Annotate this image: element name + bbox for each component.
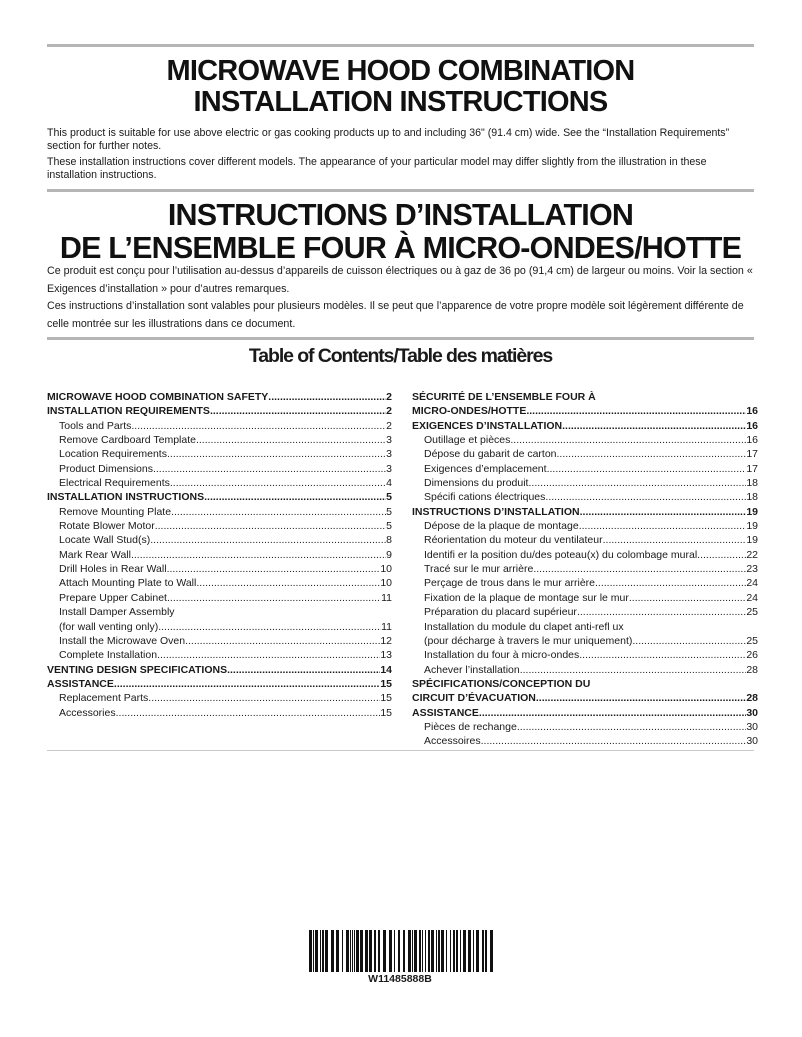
toc-entry-label: SPÉCIFICATIONS/CONCEPTION DU [412,677,591,690]
toc-entry[interactable] [412,620,758,634]
barcode-bar [468,930,471,972]
barcode-bar [408,930,411,972]
toc-dot-leader [157,648,380,662]
toc-entry[interactable] [412,677,758,691]
toc-dot-leader [536,691,746,705]
barcode-bar [485,930,487,972]
english-title [47,56,754,118]
toc-entry-page: 10 [380,577,392,590]
toc-entry-label: Dépose du gabarit de carton [424,448,557,461]
toc-entry-label: Remove Cardboard Template [59,434,196,447]
toc-entry-label: Achever l’installation [424,663,520,676]
toc-entry-label: INSTRUCTIONS D’INSTALLATION [412,505,580,518]
toc-entry-label: Install the Microwave Oven [59,634,186,647]
barcode-bar [356,930,359,972]
barcode-bars-image [307,930,493,972]
toc-entry-page: 9 [386,548,392,561]
barcode-bar [456,930,458,972]
barcode-bar [383,930,386,972]
toc-entry[interactable] [412,691,758,705]
barcode-bar [482,930,484,972]
toc-entry[interactable] [47,419,392,433]
toc-entry[interactable] [412,576,758,590]
toc-entry[interactable] [47,562,392,576]
toc-entry[interactable] [412,548,758,562]
barcode-bar [309,930,312,972]
toc-entry[interactable] [47,505,392,519]
toc-entry[interactable] [412,533,758,547]
toc-entry-label: Perçage de trous dans le mur arrière [424,577,595,590]
toc-entry-label: INSTALLATION REQUIREMENTS [47,405,210,418]
toc-entry[interactable] [412,462,758,476]
barcode-bar [365,930,368,972]
barcode-bar [369,930,372,972]
toc-dot-leader [155,519,386,533]
barcode-bar [490,930,493,972]
barcode-bar [336,930,339,972]
toc-bottom-divider [47,750,754,751]
toc-entry-label: Accessories [59,706,116,719]
middle-divider [47,189,754,192]
toc-entry-page: 18 [746,491,758,504]
toc-dot-leader [562,419,746,433]
toc-entry-label: Install Damper Assembly [59,606,175,619]
toc-dot-leader [577,605,746,619]
barcode-bar [419,930,421,972]
toc-entry-page: 16 [746,405,758,418]
toc-entry[interactable] [412,476,758,490]
toc-entry-page: 3 [386,462,392,475]
toc-entry-label: Pièces de rechange [424,720,517,733]
french-title-line2: DE L’ENSEMBLE FOUR À MICRO-ONDES/HOTTE [59,231,742,265]
toc-entry[interactable] [412,490,758,504]
toc-entry[interactable] [412,433,758,447]
toc-dot-leader [167,562,381,576]
toc-dot-leader [528,476,746,490]
toc-entry-page: 22 [746,548,758,561]
barcode-bar [438,930,440,972]
toc-entry-page: 13 [380,649,392,662]
barcode-bar [463,930,466,972]
toc-entry-label: Dépose de la plaque de montage [424,520,579,533]
toc-entry[interactable] [412,634,758,648]
toc-entry[interactable] [412,390,758,404]
toc-entry-page: 19 [746,534,758,547]
toc-entry[interactable] [412,720,758,734]
toc-entry[interactable] [47,519,392,533]
toc-entry-page: 5 [386,491,392,504]
toc-entry-page: 2 [386,419,392,432]
barcode-bar [325,930,328,972]
toc-entry-label: Remove Mounting Plate [59,505,172,518]
toc-entry[interactable] [47,576,392,590]
toc-entry-label: Location Requirements [59,448,167,461]
toc-entry[interactable] [47,634,392,648]
french-intro-paragraph-1: Ce produit est conçu pour l’utilisation au-dessus d’appareils de cuisson électriques ou à gaz de 36 po (91,4 cm) de largeur ou moins. Voir la section « Exigences d’installation » pour d’autres remarques. [47,265,753,295]
toc-entry[interactable] [412,447,758,461]
toc-dot-leader [114,677,380,691]
toc-entry-label: Réorientation du moteur du ventilateur [424,534,603,547]
toc-divider [47,337,754,340]
toc-entry-label: Drill Holes in Rear Wall [59,563,167,576]
toc-dot-leader [148,691,380,705]
toc-entry-label: Accessoires [424,735,481,748]
toc-entry-page: 5 [386,520,392,533]
toc-dot-leader [517,720,746,734]
toc-entry-label: Identifi er la position du/des poteau(x) du colombage mural [424,548,698,561]
barcode-bar [342,930,343,972]
toc-column-french [412,390,758,749]
toc-entry-page: 30 [746,720,758,733]
toc-entry-label: Mark Rear Wall [59,548,131,561]
toc-entry-page: 28 [746,692,758,705]
toc-entry[interactable] [47,548,392,562]
toc-dot-leader [526,404,746,418]
french-title-line1: INSTRUCTIONS D’INSTALLATION [167,198,634,232]
toc-entry-label: Replacement Parts [59,692,149,705]
toc-entry-label: Rotate Blower Motor [59,520,155,533]
french-title [47,199,754,265]
toc-entry[interactable] [47,390,392,404]
toc-entry-page: 4 [386,477,392,490]
toc-entry-label: Exigences d’emplacement [424,462,547,475]
toc-entry[interactable] [412,591,758,605]
toc-dot-leader [158,620,381,634]
toc-entry-label: Fixation de la plaque de montage sur le mur [424,591,629,604]
toc-entry-label: Spécifi cations électriques [424,491,546,504]
toc-dot-leader [697,548,746,562]
barcode [300,930,500,985]
toc-entry[interactable] [47,462,392,476]
toc-dot-leader [533,562,746,576]
english-title-line1: MICROWAVE HOOD COMBINATION [166,55,635,87]
barcode-bar [350,930,351,972]
barcode-bar [378,930,380,972]
barcode-bar [473,930,474,972]
toc-entry-page: 19 [746,520,758,533]
toc-entry-page: 11 [381,591,392,604]
barcode-bar [431,930,434,972]
toc-entry-page: 28 [746,663,758,676]
toc-dot-leader [227,663,380,677]
toc-heading: Table of Contents/Table des matières [248,345,553,367]
toc-entry-label: (pour décharge à travers le mur uniquement) [424,634,633,647]
toc-entry[interactable] [47,620,392,634]
toc-entry-page: 16 [746,434,758,447]
barcode-bar [450,930,451,972]
toc-entry[interactable] [412,562,758,576]
toc-entry-label: ASSISTANCE [412,706,479,719]
english-intro-paragraph-1: This product is suitable for use above electric or gas cooking products up to and including 36" (91.4 cm) wide. See the “Installation Requirements” section for further notes. [47,127,730,152]
barcode-bar [394,930,395,972]
toc-entry-page: 18 [746,477,758,490]
toc-entry-label: Locate Wall Stud(s) [59,534,151,547]
toc-entry-label: Electrical Requirements [59,477,170,490]
barcode-bar [414,930,417,972]
toc-entry-label: Product Dimensions [59,462,153,475]
toc-entry[interactable] [412,663,758,677]
barcode-bar [322,930,324,972]
toc-dot-leader [557,447,747,461]
toc-entry-label: Installation du module du clapet anti-refl ux [424,620,624,633]
toc-entry-label: CIRCUIT D’ÉVACUATION [412,692,536,705]
toc-entry-label: Attach Mounting Plate to Wall [59,577,197,590]
barcode-bar [441,930,444,972]
toc-entry[interactable] [412,605,758,619]
toc-dot-leader [580,505,747,519]
toc-entry-label: ASSISTANCE [47,677,114,690]
toc-entry-page: 11 [381,620,392,633]
french-intro-paragraph-2: Ces instructions d’installation sont valables pour plusieurs modèles. Il se peut que l’apparence de votre propre modèle soit légèrement différente de celle montrée sur les illustrations dans ce document. [47,300,744,330]
toc-entry-label: EXIGENCES D’INSTALLATION [412,419,563,432]
toc-entry[interactable] [412,648,758,662]
barcode-bar [446,930,447,972]
toc-dot-leader [116,706,381,720]
toc-dot-leader [196,433,386,447]
toc-dot-leader [204,490,386,504]
toc-dot-leader [629,591,746,605]
toc-dot-leader [479,706,746,720]
toc-dot-leader [171,505,386,519]
toc-entry-page: 15 [380,692,392,705]
toc-dot-leader [167,591,381,605]
toc-dot-leader [595,576,746,590]
barcode-bar [412,930,413,972]
toc-entry[interactable] [47,533,392,547]
toc-dot-leader [579,519,747,533]
toc-entry-page: 10 [380,563,392,576]
toc-entry[interactable] [47,476,392,490]
toc-dot-leader [579,648,746,662]
barcode-bar [398,930,400,972]
toc-entry-page: 2 [386,405,392,418]
barcode-bar [352,930,353,972]
toc-entry-label: Outillage et pièces [424,434,511,447]
toc-dot-leader [210,404,386,418]
barcode-bar [428,930,430,972]
toc-entry-label: INSTALLATION INSTRUCTIONS [47,491,205,504]
toc-entry-page: 15 [380,677,392,690]
barcode-bar [460,930,461,972]
toc-column-english [47,390,392,720]
toc-entry-page: 16 [746,419,758,432]
toc-entry-label: VENTING DESIGN SPECIFICATIONS [47,663,228,676]
barcode-bar [360,930,363,972]
toc-dot-leader [167,447,386,461]
toc-entry-label: Tracé sur le mur arrière [424,563,534,576]
toc-entry-page: 23 [746,563,758,576]
barcode-bar [425,930,426,972]
top-divider [47,44,754,47]
barcode-bar [374,930,376,972]
toc-entry-label: SÉCURITÉ DE L’ENSEMBLE FOUR À [412,391,596,403]
barcode-bar [389,930,392,972]
toc-dot-leader [196,576,380,590]
barcode-bar [476,930,479,972]
toc-entry[interactable] [47,490,392,504]
toc-dot-leader [520,663,747,677]
toc-dot-leader [170,476,386,490]
toc-entry-page: 30 [746,706,758,719]
toc-entry-page: 17 [746,462,758,475]
barcode-bar [331,930,334,972]
toc-entry-page: 3 [386,434,392,447]
toc-dot-leader [131,419,386,433]
english-title-line2: INSTALLATION INSTRUCTIONS [193,86,608,118]
english-intro-paragraph-2: These installation instructions cover different models. The appearance of your particular model may differ slightly from the illustration in these installation instructions. [47,156,707,181]
barcode-bar [313,930,314,972]
toc-dot-leader [481,734,747,748]
toc-entry-page: 19 [746,505,758,518]
toc-entry-page: 14 [380,663,392,676]
toc-entry-label: Dimensions du produit [424,477,529,490]
barcode-bar [422,930,423,972]
toc-entry[interactable] [412,706,758,720]
barcode-bar [436,930,437,972]
toc-dot-leader [185,634,380,648]
barcode-bar [315,930,318,972]
toc-entry[interactable] [47,663,392,677]
toc-entry-label: Préparation du placard supérieur [424,606,577,619]
barcode-bar [354,930,355,972]
barcode-bar [346,930,349,972]
toc-dot-leader [632,634,746,648]
toc-entry-page: 24 [746,577,758,590]
toc-entry-label: (for wall venting only) [59,620,159,633]
toc-entry-page: 17 [746,448,758,461]
toc-entry-label: Installation du four à micro-ondes [424,649,580,662]
toc-entry-page: 25 [746,606,758,619]
toc-dot-leader [603,533,747,547]
toc-entry-label: Prepare Upper Cabinet [59,591,167,604]
toc-dot-leader [150,533,386,547]
toc-entry-page: 12 [380,634,392,647]
toc-entry[interactable] [412,404,758,418]
toc-entry-page: 26 [746,649,758,662]
toc-entry-label: MICROWAVE HOOD COMBINATION SAFETY [47,391,269,403]
toc-dot-leader [153,462,386,476]
toc-entry[interactable] [47,605,392,619]
toc-dot-leader [547,462,747,476]
toc-dot-leader [268,390,386,404]
toc-entry[interactable] [47,591,392,605]
toc-entry[interactable] [47,706,392,720]
toc-entry-label: MICRO-ONDES/HOTTE [412,405,527,418]
toc-entry[interactable] [47,433,392,447]
barcode-bar [320,930,321,972]
toc-entry-page: 3 [386,448,392,461]
toc-dot-leader [510,433,746,447]
barcode-bar [453,930,455,972]
toc-entry[interactable] [47,677,392,691]
toc-entry-page: 8 [386,534,392,547]
toc-entry-label: Tools and Parts [59,419,132,432]
part-number-label: W11485888B [368,973,432,985]
toc-entry[interactable] [412,419,758,433]
toc-entry-page: 25 [746,634,758,647]
toc-entry-page: 5 [386,505,392,518]
toc-entry[interactable] [47,648,392,662]
toc-entry-page: 24 [746,591,758,604]
toc-entry[interactable] [412,734,758,748]
barcode-bar [403,930,405,972]
toc-entry[interactable] [47,404,392,418]
toc-entry[interactable] [412,505,758,519]
toc-entry-label: Complete Installation [59,649,158,662]
toc-entry[interactable] [47,447,392,461]
toc-dot-leader [131,548,386,562]
toc-dot-leader [545,490,746,504]
toc-entry-page: 2 [386,391,392,403]
toc-entry[interactable] [47,691,392,705]
toc-entry-page: 30 [746,735,758,748]
toc-entry[interactable] [412,519,758,533]
toc-entry-page: 15 [380,706,392,719]
